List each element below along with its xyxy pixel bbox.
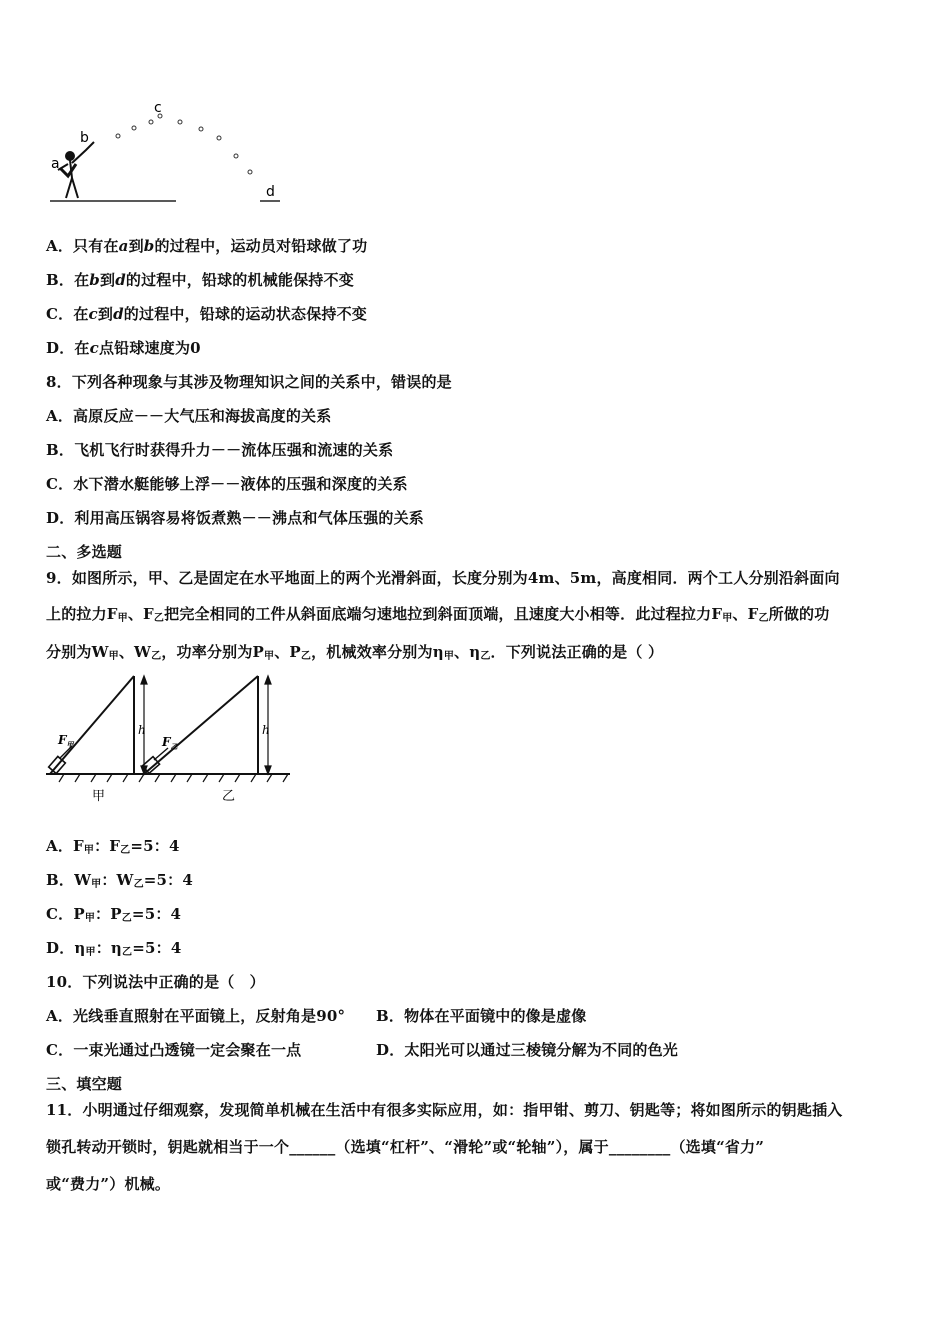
force-label-right: $F_乙$ bbox=[162, 735, 178, 751]
section-heading-fill-in: 三、填空题 bbox=[46, 1075, 123, 1093]
q8-option-b: B．飞机飞行时获得升力－－流体压强和流速的关系 bbox=[46, 441, 394, 459]
q10-stem: 10．下列说法中正确的是（ ） bbox=[46, 973, 265, 991]
q11-stem-line3: 或“费力”）机械。 bbox=[46, 1175, 171, 1193]
q10-option-a: A．光线垂直照射在平面镜上，反射角是90° bbox=[46, 1007, 346, 1025]
section-heading-multiple-choice: 二、多选题 bbox=[46, 543, 123, 561]
force-label-left: $F_甲$ bbox=[58, 733, 74, 749]
q9-option-d: D．$\eta_甲$：$\eta_乙=5$：4 bbox=[46, 939, 182, 958]
q10-option-d: D．太阳光可以通过三棱镜分解为不同的色光 bbox=[376, 1041, 679, 1059]
q9-stem-line2: 上的拉力$F_甲$、$F_乙$把完全相同的工件从斜面底端匀速地拉到斜面顶端，且速度大小相等．此过程拉力$F_甲$、$F_乙$所做的功 bbox=[46, 605, 830, 624]
q11-stem-line2: 锁孔转动开锁时，钥匙就相当于一个______（选填“杠杆”、“滑轮”或“轮轴”），属于________（选填“省力” bbox=[46, 1138, 765, 1156]
q7-option-c: C．在c到d的过程中，铅球的运动状态保持不变 bbox=[46, 305, 367, 323]
q7-option-b: B．在b到d的过程中，铅球的机械能保持不变 bbox=[46, 271, 354, 289]
height-label-left: h bbox=[138, 723, 146, 737]
point-label-a: a bbox=[51, 156, 60, 172]
q8-option-a: A．高原反应－－大气压和海拔高度的关系 bbox=[46, 407, 332, 425]
point-label-d: d bbox=[266, 184, 275, 200]
q7-option-d: D．在c点铅球速度为0 bbox=[46, 339, 201, 357]
label-jia: 甲 bbox=[92, 789, 106, 804]
q9-option-c: C．$P_甲$：$P_乙=5$：4 bbox=[46, 905, 182, 924]
q9-option-b: B．$W_甲$：$W_乙=5$：4 bbox=[46, 871, 194, 890]
label-yi: 乙 bbox=[222, 789, 236, 804]
q9-stem-line3: 分别为$W_甲$、$W_乙$，功率分别为$P_甲$、$P_乙$，机械效率分别为$\eta_甲$、$\eta_乙$．下列说法正确的是（ ） bbox=[46, 643, 664, 662]
q8-stem: 8．下列各种现象与其涉及物理知识之间的关系中，错误的是 bbox=[46, 373, 452, 391]
ground-hatching bbox=[59, 774, 288, 782]
shot-put-trajectory-figure bbox=[48, 98, 288, 208]
incline-right bbox=[144, 676, 258, 774]
q9-stem-line1: 9．如图所示，甲、乙是固定在水平地面上的两个光滑斜面，长度分别为4m、5m，高度相同．两个工人分别沿斜面向 bbox=[46, 569, 840, 587]
athlete-figure bbox=[58, 142, 94, 198]
point-label-b: b bbox=[80, 130, 89, 146]
q10-option-b: B．物体在平面镜中的像是虚像 bbox=[376, 1007, 587, 1025]
inclined-planes-figure bbox=[44, 672, 294, 807]
q8-option-c: C．水下潜水艇能够上浮－－液体的压强和深度的关系 bbox=[46, 475, 408, 493]
q9-option-a: A．$F_甲$：$F_乙=5$：4 bbox=[46, 837, 180, 856]
q11-stem-line1: 11．小明通过仔细观察，发现简单机械在生活中有很多实际应用，如：指甲钳、剪刀、钥匙等；将如图所示的钥匙插入 bbox=[46, 1101, 843, 1119]
q8-option-d: D．利用高压锅容易将饭煮熟－－沸点和气体压强的关系 bbox=[46, 509, 425, 527]
incline-left bbox=[50, 676, 134, 774]
q10-option-c: C．一束光通过凸透镜一定会聚在一点 bbox=[46, 1041, 302, 1059]
point-label-c: c bbox=[154, 100, 162, 116]
q7-option-a: A．只有在a到b的过程中，运动员对铅球做了功 bbox=[46, 237, 368, 255]
trajectory-dots bbox=[116, 114, 252, 174]
height-label-right: h bbox=[262, 723, 270, 737]
